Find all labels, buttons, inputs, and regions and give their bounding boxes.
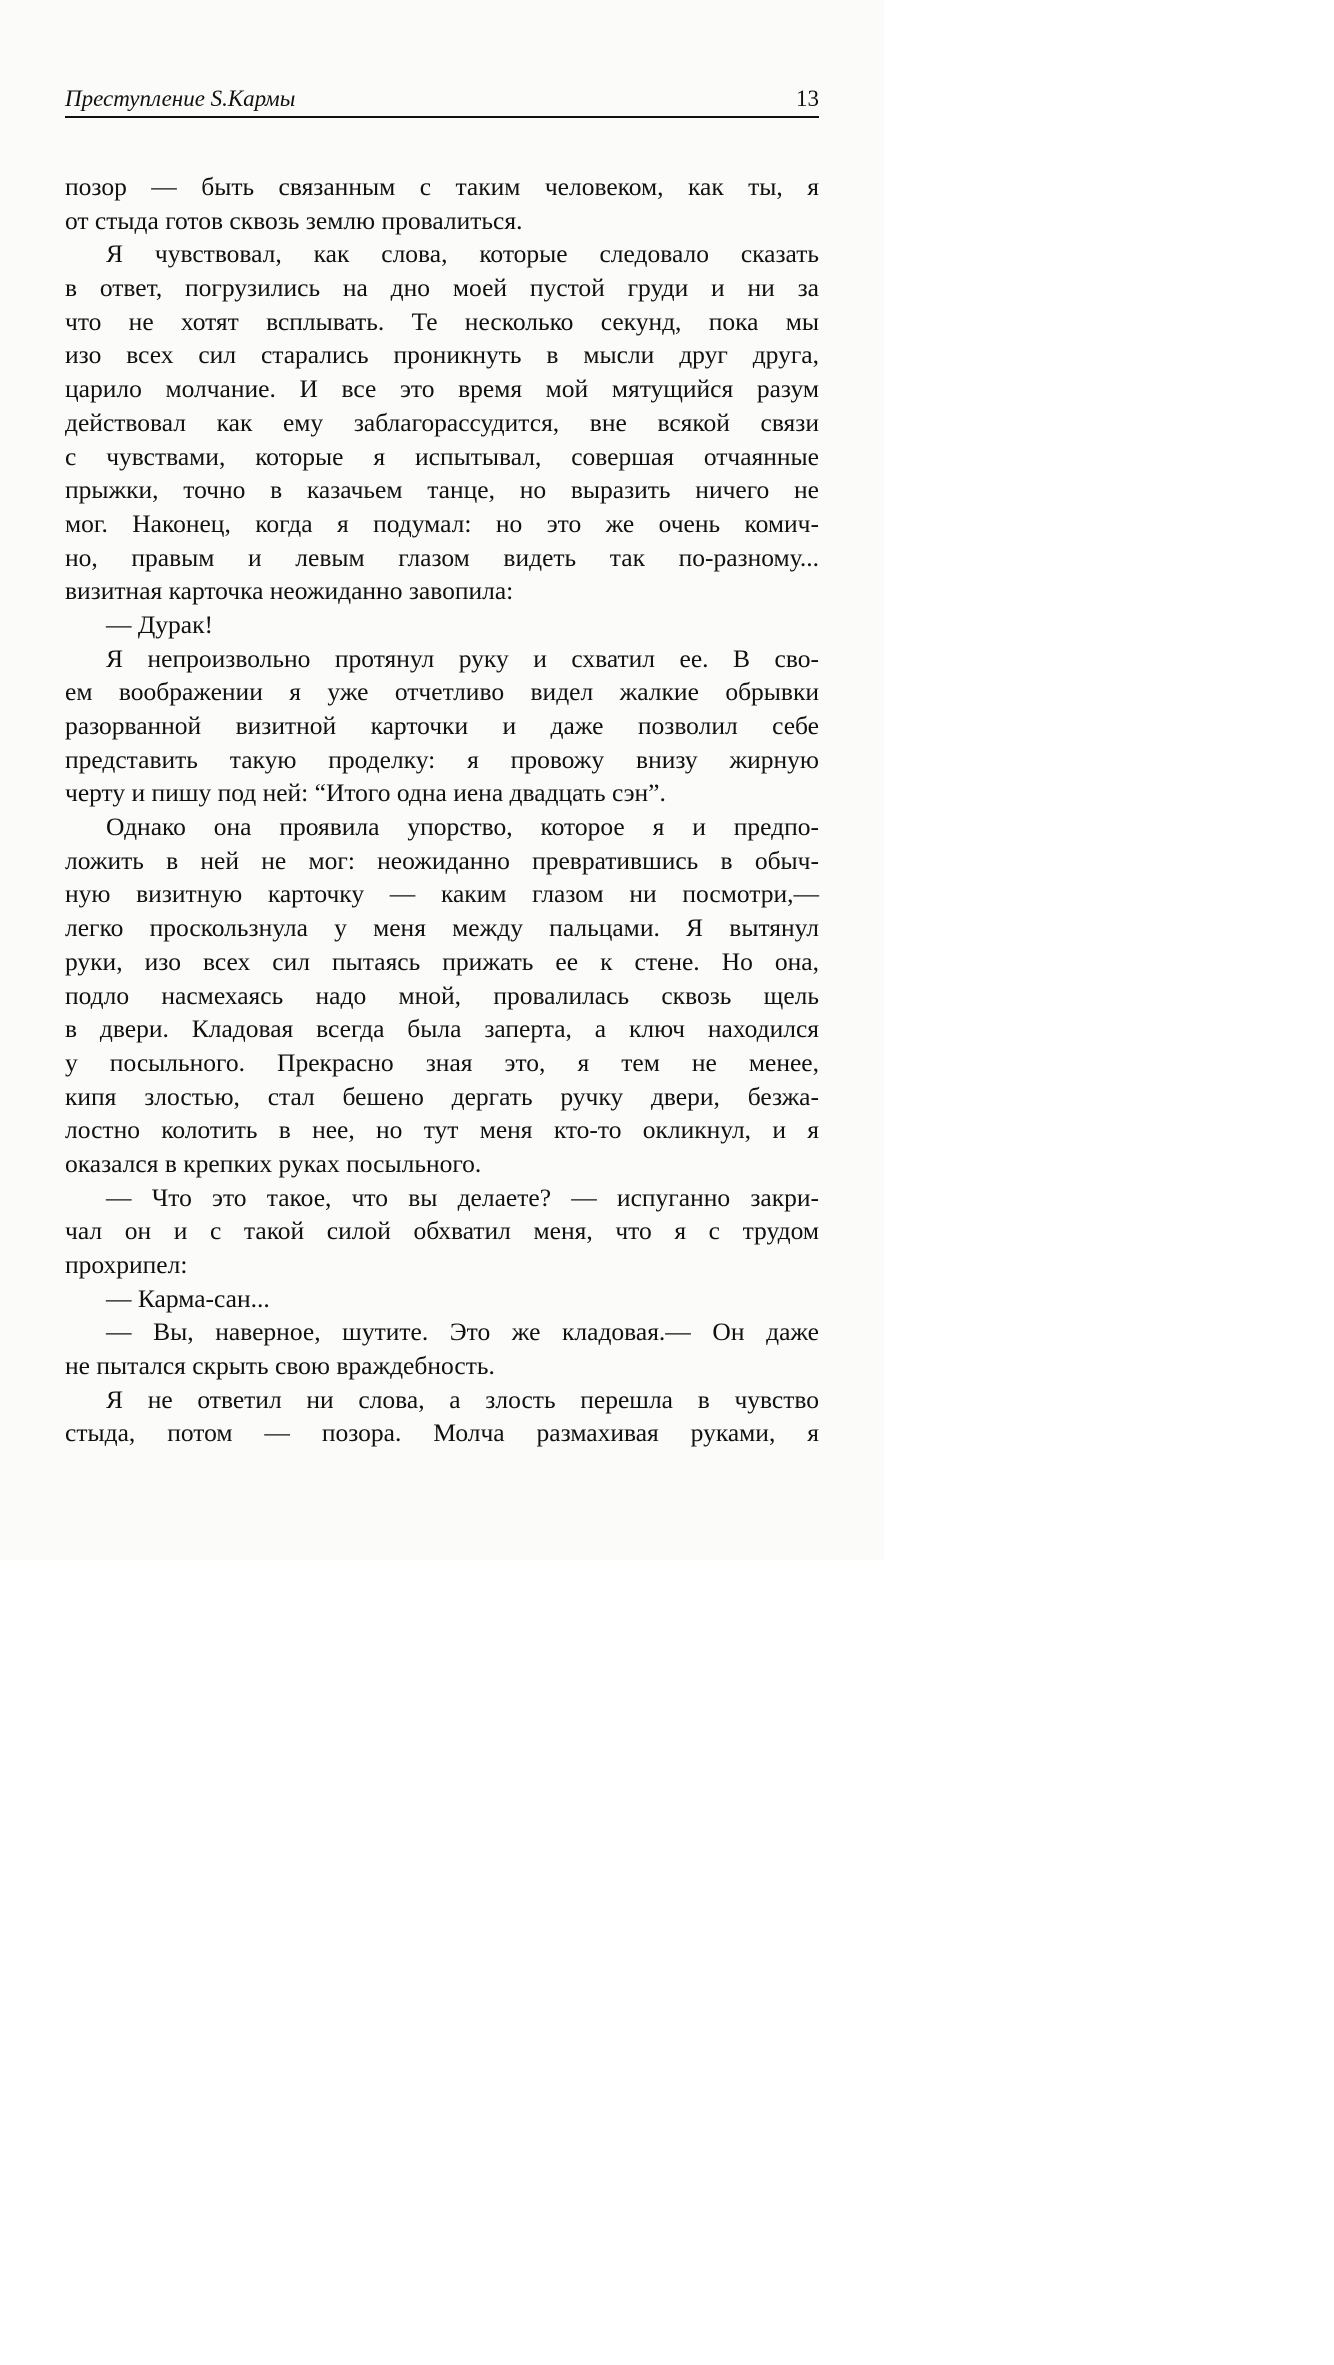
text-line: легко проскользнула у меня между пальцами. Я вытянул [65,913,819,943]
text-line: черту и пишу под ней: “Итого одна иена двадцать сэн”. [65,778,666,808]
text-line: представить такую проделку: я провожу внизу жирную [65,744,819,774]
text-line: — Дурак! [106,609,213,639]
text-line: подло насмехаясь надо мной, провалилась сквозь щель [65,980,819,1010]
text-line: Однако она проявила упорство, которое я и предпо- [106,812,819,842]
text-line: позор — быть связанным с таким человеком, как ты, я [65,172,819,201]
book-page [0,0,884,1560]
text-line: ную визитную карточку — каким глазом ни посмотри,— [65,879,819,909]
text-line: прохрипел: [65,1250,188,1279]
text-line: действовал как ему заблагорассудится, вне всякой связи [65,407,819,437]
page-number: 13 [796,86,819,111]
text-line: Я не ответил ни слова, а злость перешла в чувство [106,1384,819,1414]
text-line: — Вы, наверное, шутите. Это же кладовая.— Он даже [106,1317,819,1347]
text-line: в двери. Кладовая всегда была заперта, а ключ находился [65,1014,819,1044]
text-line: ложить в ней не мог: неожиданно превратившись в обыч- [65,845,819,875]
text-line: но, правым и левым глазом видеть так по-разному... [65,542,819,572]
text-line: мог. Наконец, когда я подумал: но это же очень комич- [65,508,819,538]
text-line: визитная карточка неожиданно завопила: [65,576,514,606]
body-text [65,170,819,1450]
text-line: прыжки, точно в казачьем танце, но выразить ничего не [65,475,819,505]
text-line: в ответ, погрузились на дно моей пустой груди и ни за [65,273,819,303]
text-line: что не хотят всплывать. Те несколько секунд, пока мы [65,306,819,336]
text-line: с чувствами, которые я испытывал, совершая отчаянные [65,441,819,471]
text-line: разорванной визитной карточки и даже позволил себе [65,711,819,740]
text-line: лостно колотить в нее, но тут меня кто-то окликнул, и я [65,1115,819,1145]
text-line: чал он и с такой силой обхватил меня, что я с трудом [65,1216,819,1246]
text-line: оказался в крепких руках посыльного. [65,1148,482,1178]
text-line: от стыда готов сквозь землю провалиться. [65,205,523,235]
text-line: Я непроизвольно протянул руку и схватил ее. В сво- [106,643,819,673]
text-line: у посыльного. Прекрасно зная это, я тем не менее, [65,1047,819,1077]
running-title: Преступление S.Кармы [65,86,296,111]
text-line: царило молчание. И все это время мой мятущийся разум [65,374,819,404]
text-line: стыда, потом — позора. Молча размахивая руками, я [65,1418,819,1448]
running-header [65,80,819,118]
text-line: ем воображении я уже отчетливо видел жалкие обрывки [65,677,819,707]
text-line: изо всех сил старались проникнуть в мысли друг друга, [65,340,819,370]
text-line: — Карма-сан... [106,1283,270,1313]
text-line: не пытался скрыть свою враждебность. [65,1351,495,1381]
text-line: кипя злостью, стал бешено дергать ручку двери, безжа- [65,1081,819,1111]
text-line: Я чувствовал, как слова, которые следовало сказать [106,239,819,269]
text-line: руки, изо всех сил пытаясь прижать ее к стене. Но она, [65,946,819,976]
text-line: — Что это такое, что вы делаете? — испуганно закри- [106,1182,819,1212]
